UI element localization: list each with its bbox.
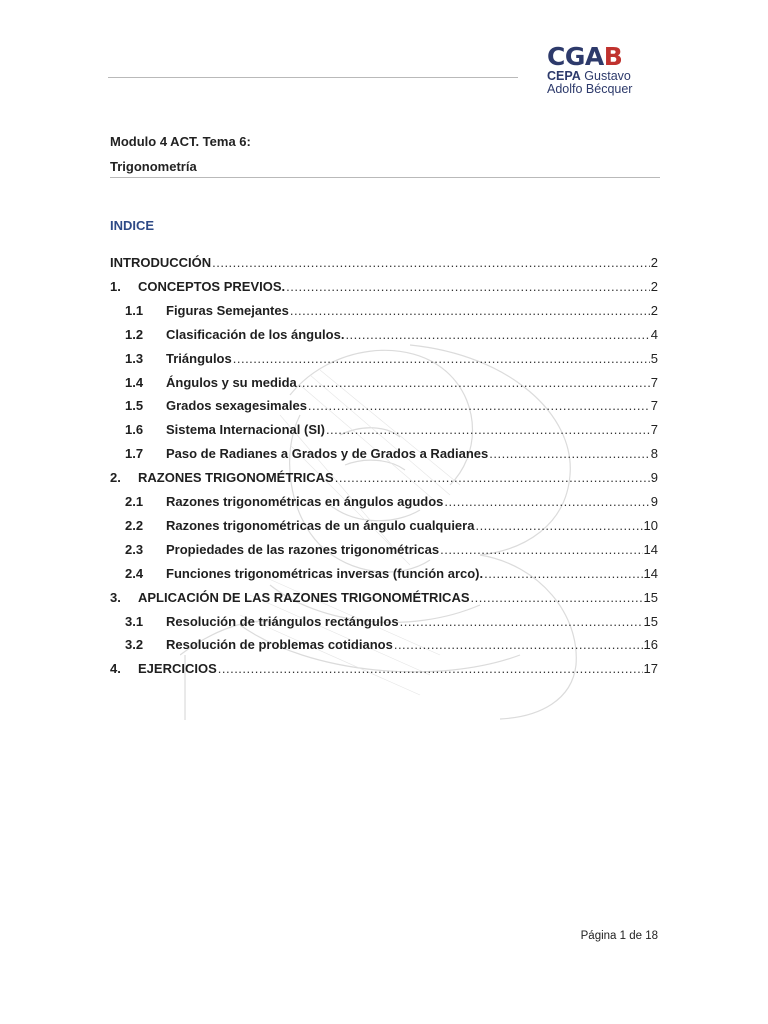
toc-dot-leader [290, 303, 650, 318]
toc-entry-title[interactable]: Figuras Semejantes [166, 302, 289, 318]
page-number: Página 1 de 18 [580, 930, 658, 942]
toc-entry-page[interactable]: 8 [650, 446, 658, 462]
toc-entry[interactable] [125, 566, 658, 584]
toc-entry-page[interactable]: 17 [643, 661, 658, 677]
logo-cepa: CEPA [547, 69, 581, 83]
toc-entry-title[interactable]: Resolución de triángulos rectángulos [166, 613, 399, 629]
toc-entry-title[interactable]: Paso de Radianes a Grados y de Grados a Radianes [166, 446, 489, 462]
logo-wordmark-text: CGAB [547, 42, 623, 71]
toc-entry[interactable] [125, 303, 658, 321]
toc-dot-leader [212, 255, 650, 270]
toc-entry-title[interactable]: Resolución de problemas cotidianos [166, 637, 393, 653]
toc-entry[interactable] [125, 518, 658, 536]
toc-entry-number: 2.3 [125, 541, 144, 557]
toc-entry-page[interactable]: 7 [650, 398, 658, 414]
logo-subtitle-line2: Adolfo Bécquer [547, 82, 633, 96]
toc-entry-page[interactable]: 7 [650, 422, 658, 438]
toc-entry-page[interactable]: 9 [650, 494, 658, 509]
toc-entry[interactable] [110, 590, 658, 608]
toc-entry-number: 2. [110, 470, 121, 486]
toc-entry-title[interactable]: Propiedades de las razones trigonométricas [166, 541, 440, 557]
toc-entry-title[interactable]: Razones trigonométricas de un ángulo cualquiera [166, 517, 475, 533]
toc-entry-title[interactable]: Grados sexagesimales [166, 398, 307, 414]
toc-entry[interactable] [125, 351, 658, 369]
toc-entry[interactable] [125, 375, 658, 393]
toc-entry-number: 1.3 [125, 350, 144, 366]
toc-entry-page[interactable]: 4 [650, 326, 658, 342]
toc-entry-title[interactable]: Clasificación de los ángulos. [166, 326, 345, 342]
logo-gustavo: Gustavo [584, 69, 631, 83]
toc-dot-leader [345, 327, 649, 342]
toc-dot-leader [298, 375, 650, 390]
toc-entry-page[interactable]: 2 [650, 278, 658, 294]
toc-entry-number: 1. [110, 278, 121, 294]
toc-entry[interactable] [125, 494, 658, 512]
toc-entry[interactable] [125, 542, 658, 560]
toc-entry-title[interactable]: Triángulos [166, 350, 232, 366]
toc-entry[interactable] [110, 661, 658, 679]
toc-entry-number: 1.6 [125, 422, 144, 438]
toc-entry-page[interactable]: 2 [650, 255, 658, 270]
toc-dot-leader [444, 494, 649, 509]
toc-entry-title[interactable]: CONCEPTOS PREVIOS. [138, 278, 286, 294]
toc-entry[interactable] [125, 637, 658, 655]
toc-entry-page[interactable]: 7 [650, 374, 658, 390]
toc-entry[interactable] [110, 255, 658, 273]
toc-dot-leader [440, 542, 642, 557]
toc-entry-number: 4. [110, 661, 121, 677]
toc-dot-leader [335, 470, 650, 485]
toc-entry-number: 3.2 [125, 637, 144, 653]
toc-entry-title[interactable]: Ángulos y su medida [166, 374, 297, 390]
toc-entry-number: 1.1 [125, 302, 144, 318]
toc-entry-page[interactable]: 5 [650, 350, 658, 366]
toc-dot-leader [475, 518, 642, 533]
toc-entry-page[interactable]: 16 [643, 637, 658, 653]
toc-entry[interactable] [125, 422, 658, 440]
toc-entry[interactable] [125, 446, 658, 464]
toc-entry[interactable] [125, 327, 658, 345]
toc-entry-title[interactable]: Funciones trigonométricas inversas (función arco). [166, 565, 484, 581]
index-heading: INDICE [110, 218, 155, 233]
toc-dot-leader [286, 279, 650, 294]
toc-entry-title[interactable]: EJERCICIOS [138, 661, 217, 677]
toc-dot-leader [308, 398, 650, 413]
toc-dot-leader [484, 566, 642, 581]
toc-dot-leader [471, 590, 643, 605]
toc-dot-leader [394, 637, 643, 652]
toc-entry-page[interactable]: 15 [643, 589, 658, 605]
toc-entry[interactable] [110, 279, 658, 297]
toc-entry-title[interactable]: Razones trigonométricas en ángulos agudos [166, 494, 444, 509]
toc-entry-number: 1.4 [125, 374, 144, 390]
toc-entry-page[interactable]: 14 [643, 541, 658, 557]
toc-dot-leader [326, 422, 650, 437]
toc-entry-page[interactable]: 9 [650, 470, 658, 486]
toc-entry-title[interactable]: INTRODUCCIÓN [110, 255, 212, 270]
toc-entry-number: 1.2 [125, 326, 144, 342]
toc-entry[interactable] [125, 614, 658, 632]
toc-entry-number: 1.5 [125, 398, 144, 414]
toc-entry-page[interactable]: 14 [643, 565, 658, 581]
toc-entry-title[interactable]: APLICACIÓN DE LAS RAZONES TRIGONOMÉTRICAS [138, 589, 470, 605]
toc-entry[interactable] [125, 398, 658, 416]
toc-entry-number: 3. [110, 589, 121, 605]
toc-entry-number: 3.1 [125, 613, 144, 629]
toc-entry-number: 2.1 [125, 494, 144, 509]
toc-entry-number: 2.2 [125, 517, 144, 533]
toc-entry-title[interactable]: RAZONES TRIGONOMÉTRICAS [138, 470, 334, 486]
toc-dot-leader [233, 351, 650, 366]
document-title: Modulo 4 ACT. Tema 6: [110, 134, 251, 149]
toc-dot-leader [400, 614, 643, 629]
toc-entry-page[interactable]: 2 [650, 302, 658, 318]
toc-entry-title[interactable]: Sistema Internacional (SI) [166, 422, 325, 438]
toc-entry-page[interactable]: 15 [643, 613, 658, 629]
toc-dot-leader [489, 446, 650, 461]
toc-dot-leader [218, 661, 643, 676]
toc-entry[interactable] [110, 470, 658, 488]
toc-entry-number: 2.4 [125, 565, 144, 581]
toc-entry-number: 1.7 [125, 446, 144, 462]
toc-entry-page[interactable]: 10 [643, 517, 658, 533]
document-subtitle: Trigonometría [110, 159, 197, 174]
